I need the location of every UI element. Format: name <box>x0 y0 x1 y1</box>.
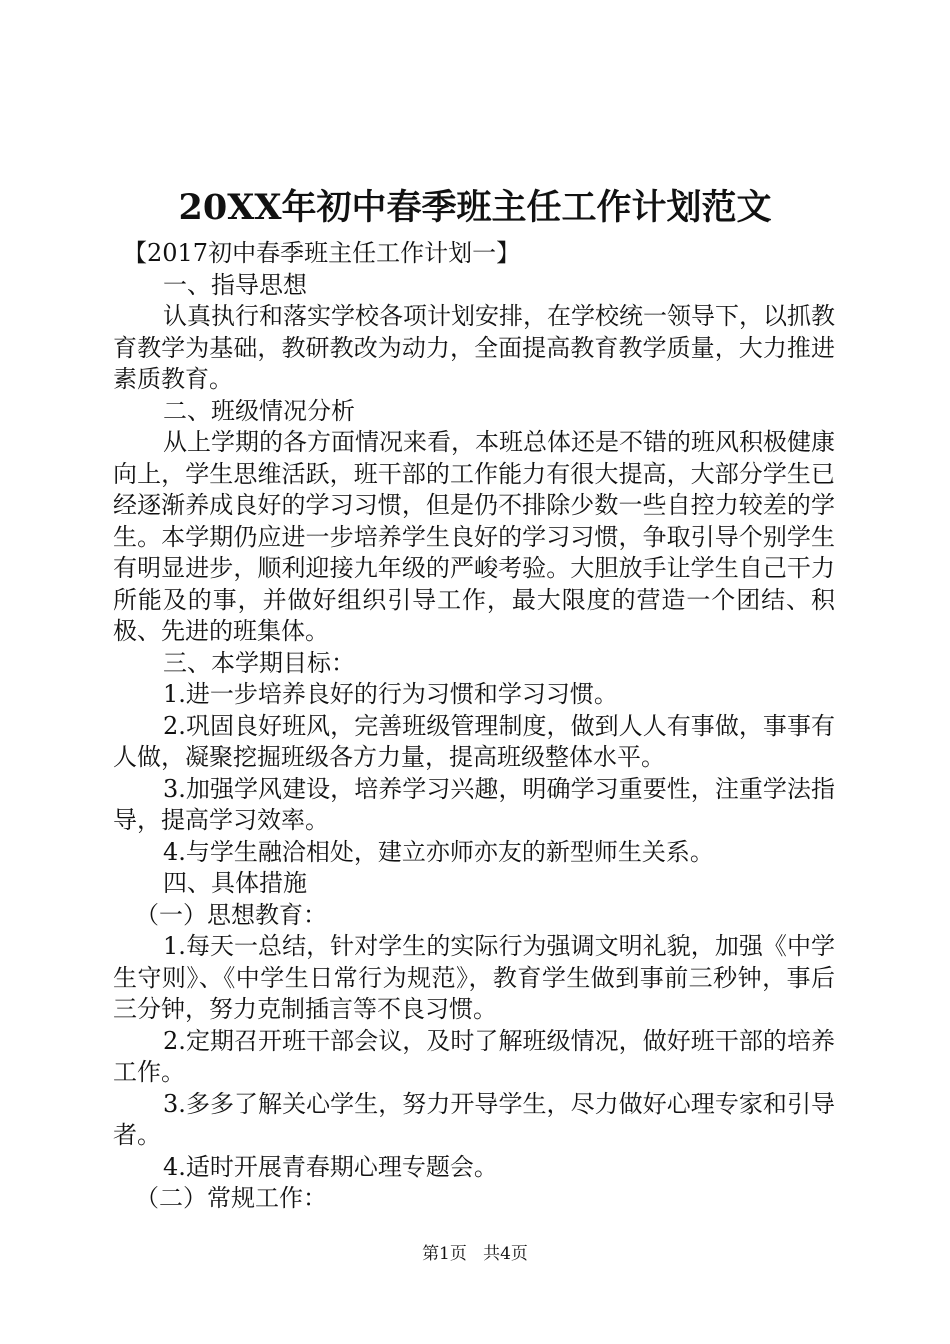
section-heading-measures: 四、具体措施 <box>163 869 307 897</box>
section-heading-plan-one: 【2017初中春季班主任工作计划一】 <box>123 239 521 267</box>
page-number: 第1页 <box>422 1244 467 1264</box>
subsection-heading-routine-work: （二）常规工作： <box>135 1184 327 1212</box>
document-title: 20XX年初中春季班主任工作计划范文 <box>178 187 772 228</box>
paragraph-guiding-ideology: 认真执行和落实学校各项计划安排，在学校统一领导下，以抓教育教学为基础，教研教改为动力，全面提高教育教学质量，大力推进素质教育。 <box>113 302 835 393</box>
list-item-measure-2: 2.定期召开班干部会议，及时了解班级情况，做好班干部的培养工作。 <box>113 1026 835 1086</box>
page-total: 共4页 <box>483 1244 528 1264</box>
page-footer <box>0 1243 950 1265</box>
list-item-goal-4: 4.与学生融洽相处，建立亦师亦友的新型师生关系。 <box>163 837 714 866</box>
list-item-measure-1: 1.每天一总结，针对学生的实际行为强调文明礼貌，加强《中学生守则》、《中学生日常行为规范》，教育学生做到事前三秒钟，事后三分钟，努力克制插言等不良习惯。 <box>113 932 835 1023</box>
list-item-goal-1: 1.进一步培养良好的行为习惯和学习习惯。 <box>163 680 618 708</box>
document-body <box>113 238 835 1215</box>
page-separator <box>472 1244 477 1264</box>
section-heading-class-analysis: 二、班级情况分析 <box>163 396 355 425</box>
list-item-measure-4: 4.适时开展青春期心理专题会。 <box>163 1152 498 1181</box>
section-heading-guiding-ideology: 一、指导思想 <box>163 270 307 299</box>
list-item-measure-3: 3.多多了解关心学生，努力开导学生，尽力做好心理专家和引导者。 <box>113 1089 835 1149</box>
subsection-heading-ideological-education: （一）思想教育： <box>135 900 327 929</box>
list-item-goal-3: 3.加强学风建设，培养学习兴趣，明确学习重要性，注重学法指导，提高学习效率。 <box>113 774 835 834</box>
section-heading-semester-goals: 三、本学期目标： <box>163 648 355 677</box>
paragraph-class-analysis: 从上学期的各方面情况来看，本班总体还是不错的班风积极健康向上，学生思维活跃，班干部的工作能力有很大提高，大部分学生已经逐渐养成良好的学习习惯，但是仍不排除少数一些自控力较差的学生。本学期仍应进一步培养学生良好的学习习惯，争取引导个别学生有明显进步，顺利迎接九年级的严峻考验。大胆放手让学生自己干力所能及的事，并做好组织引导工作，最大限度的营造一个团结、积极、先进的班集体。 <box>113 428 835 645</box>
list-item-goal-2: 2.巩固良好班风，完善班级管理制度，做到人人有事做，事事有人做，凝聚挖掘班级各方力量，提高班级整体水平。 <box>113 711 835 771</box>
